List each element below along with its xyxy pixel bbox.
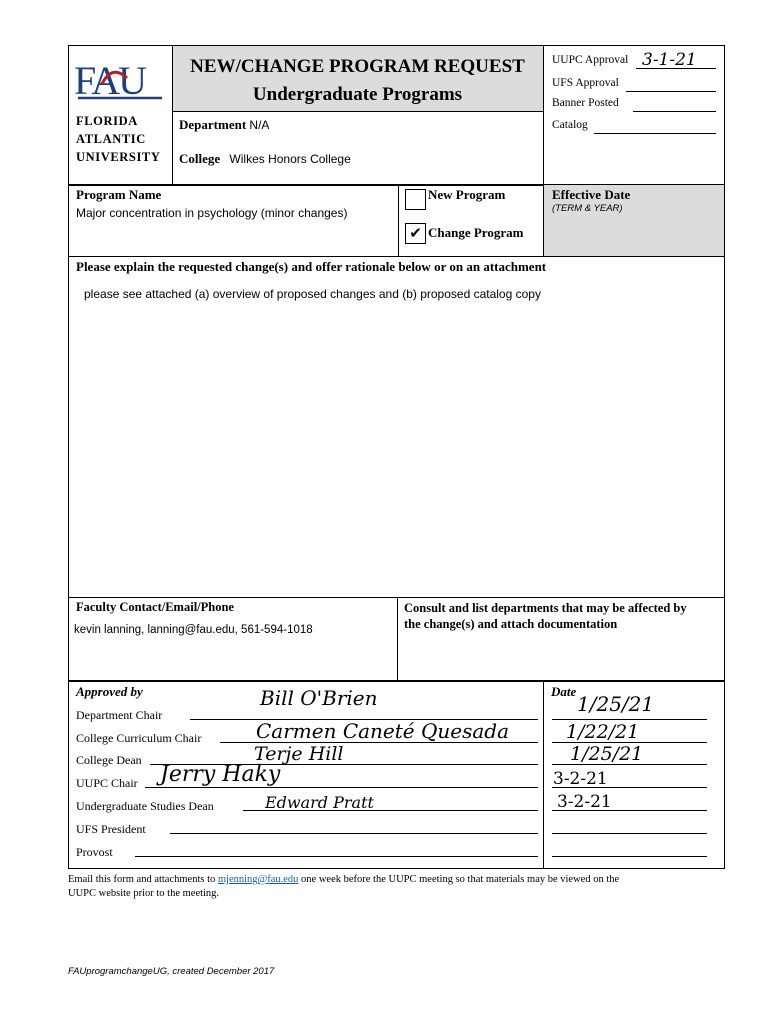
email-link[interactable]: mjenning@fau.edu [217, 874, 299, 885]
ufs-approval-label: UFS Approval [552, 77, 619, 89]
approval-signature: Bill O'Brien [260, 686, 378, 710]
faculty-contact-value: kevin lanning, lanning@fau.edu, 561-594-1018 [74, 624, 313, 636]
uupc-approval-value: 3-1-21 [642, 50, 697, 70]
fau-logo [72, 54, 168, 104]
effective-date-hint: (TERM & YEAR) [552, 203, 623, 214]
approval-date: 3-2-21 [557, 792, 612, 812]
explain-label: Please explain the requested change(s) and offer rationale below or on an attachment [76, 259, 547, 274]
consult-label: Consult and list departments that may be affected by the change(s) and attach documentation [404, 601, 687, 631]
approval-date: 1/22/21 [566, 721, 640, 743]
faculty-contact-label: Faculty Contact/Email/Phone [76, 600, 234, 614]
approval-role: Undergraduate Studies Dean [76, 799, 214, 813]
approval-date: 1/25/21 [570, 743, 644, 765]
submission-instructions: Email this form and attachments to mjenning@fau.edu one week before the UUPC meeting so that materials may be viewed on the UUPC website prior to the meeting. [68, 874, 620, 899]
approval-role: College Dean [76, 753, 142, 767]
approval-date: 1/25/21 [577, 692, 655, 716]
approval-signature: Terje Hill [254, 743, 344, 765]
approved-by-label: Approved by [76, 684, 143, 699]
program-name-label: Program Name [76, 187, 162, 202]
explain-text: please see attached (a) overview of proposed changes and (b) proposed catalog copy [84, 287, 541, 301]
file-note: FAUprogramchangeUG, created December 2017 [68, 966, 275, 977]
department-field: Department N/A [179, 117, 270, 132]
effective-date-label: Effective Date [552, 187, 631, 202]
approval-role: Provost [76, 845, 113, 859]
program-name-value: Major concentration in psychology (minor changes) [76, 206, 348, 220]
approval-signature: Edward Pratt [265, 793, 374, 812]
date-header: Date [551, 684, 577, 699]
college-field: College Wilkes Honors College [179, 151, 351, 166]
uupc-approval-label: UUPC Approval [552, 54, 629, 66]
change-program-label: Change Program [428, 225, 524, 240]
banner-posted-label: Banner Posted [552, 97, 619, 109]
new-program-checkbox[interactable] [405, 189, 426, 210]
catalog-label: Catalog [552, 119, 588, 131]
approval-role: UUPC Chair [76, 776, 138, 790]
svg-text:FAU: FAU [74, 58, 146, 103]
approval-signature: Carmen Caneté Quesada [256, 719, 510, 743]
approval-role: UFS President [76, 822, 146, 836]
change-program-checkbox[interactable] [405, 223, 426, 244]
approval-date: 3-2-21 [553, 769, 608, 789]
approval-role: College Curriculum Chair [76, 731, 202, 745]
new-program-label: New Program [428, 187, 506, 202]
form-title: NEW/CHANGE PROGRAM REQUEST Undergraduate Programs [190, 56, 525, 105]
university-name: FLORIDA ATLANTIC UNIVERSITY [76, 114, 161, 164]
approval-signature: Jerry Haky [160, 762, 281, 787]
approval-role: Department Chair [76, 708, 163, 722]
check-mark-icon: ✔ [409, 226, 422, 242]
